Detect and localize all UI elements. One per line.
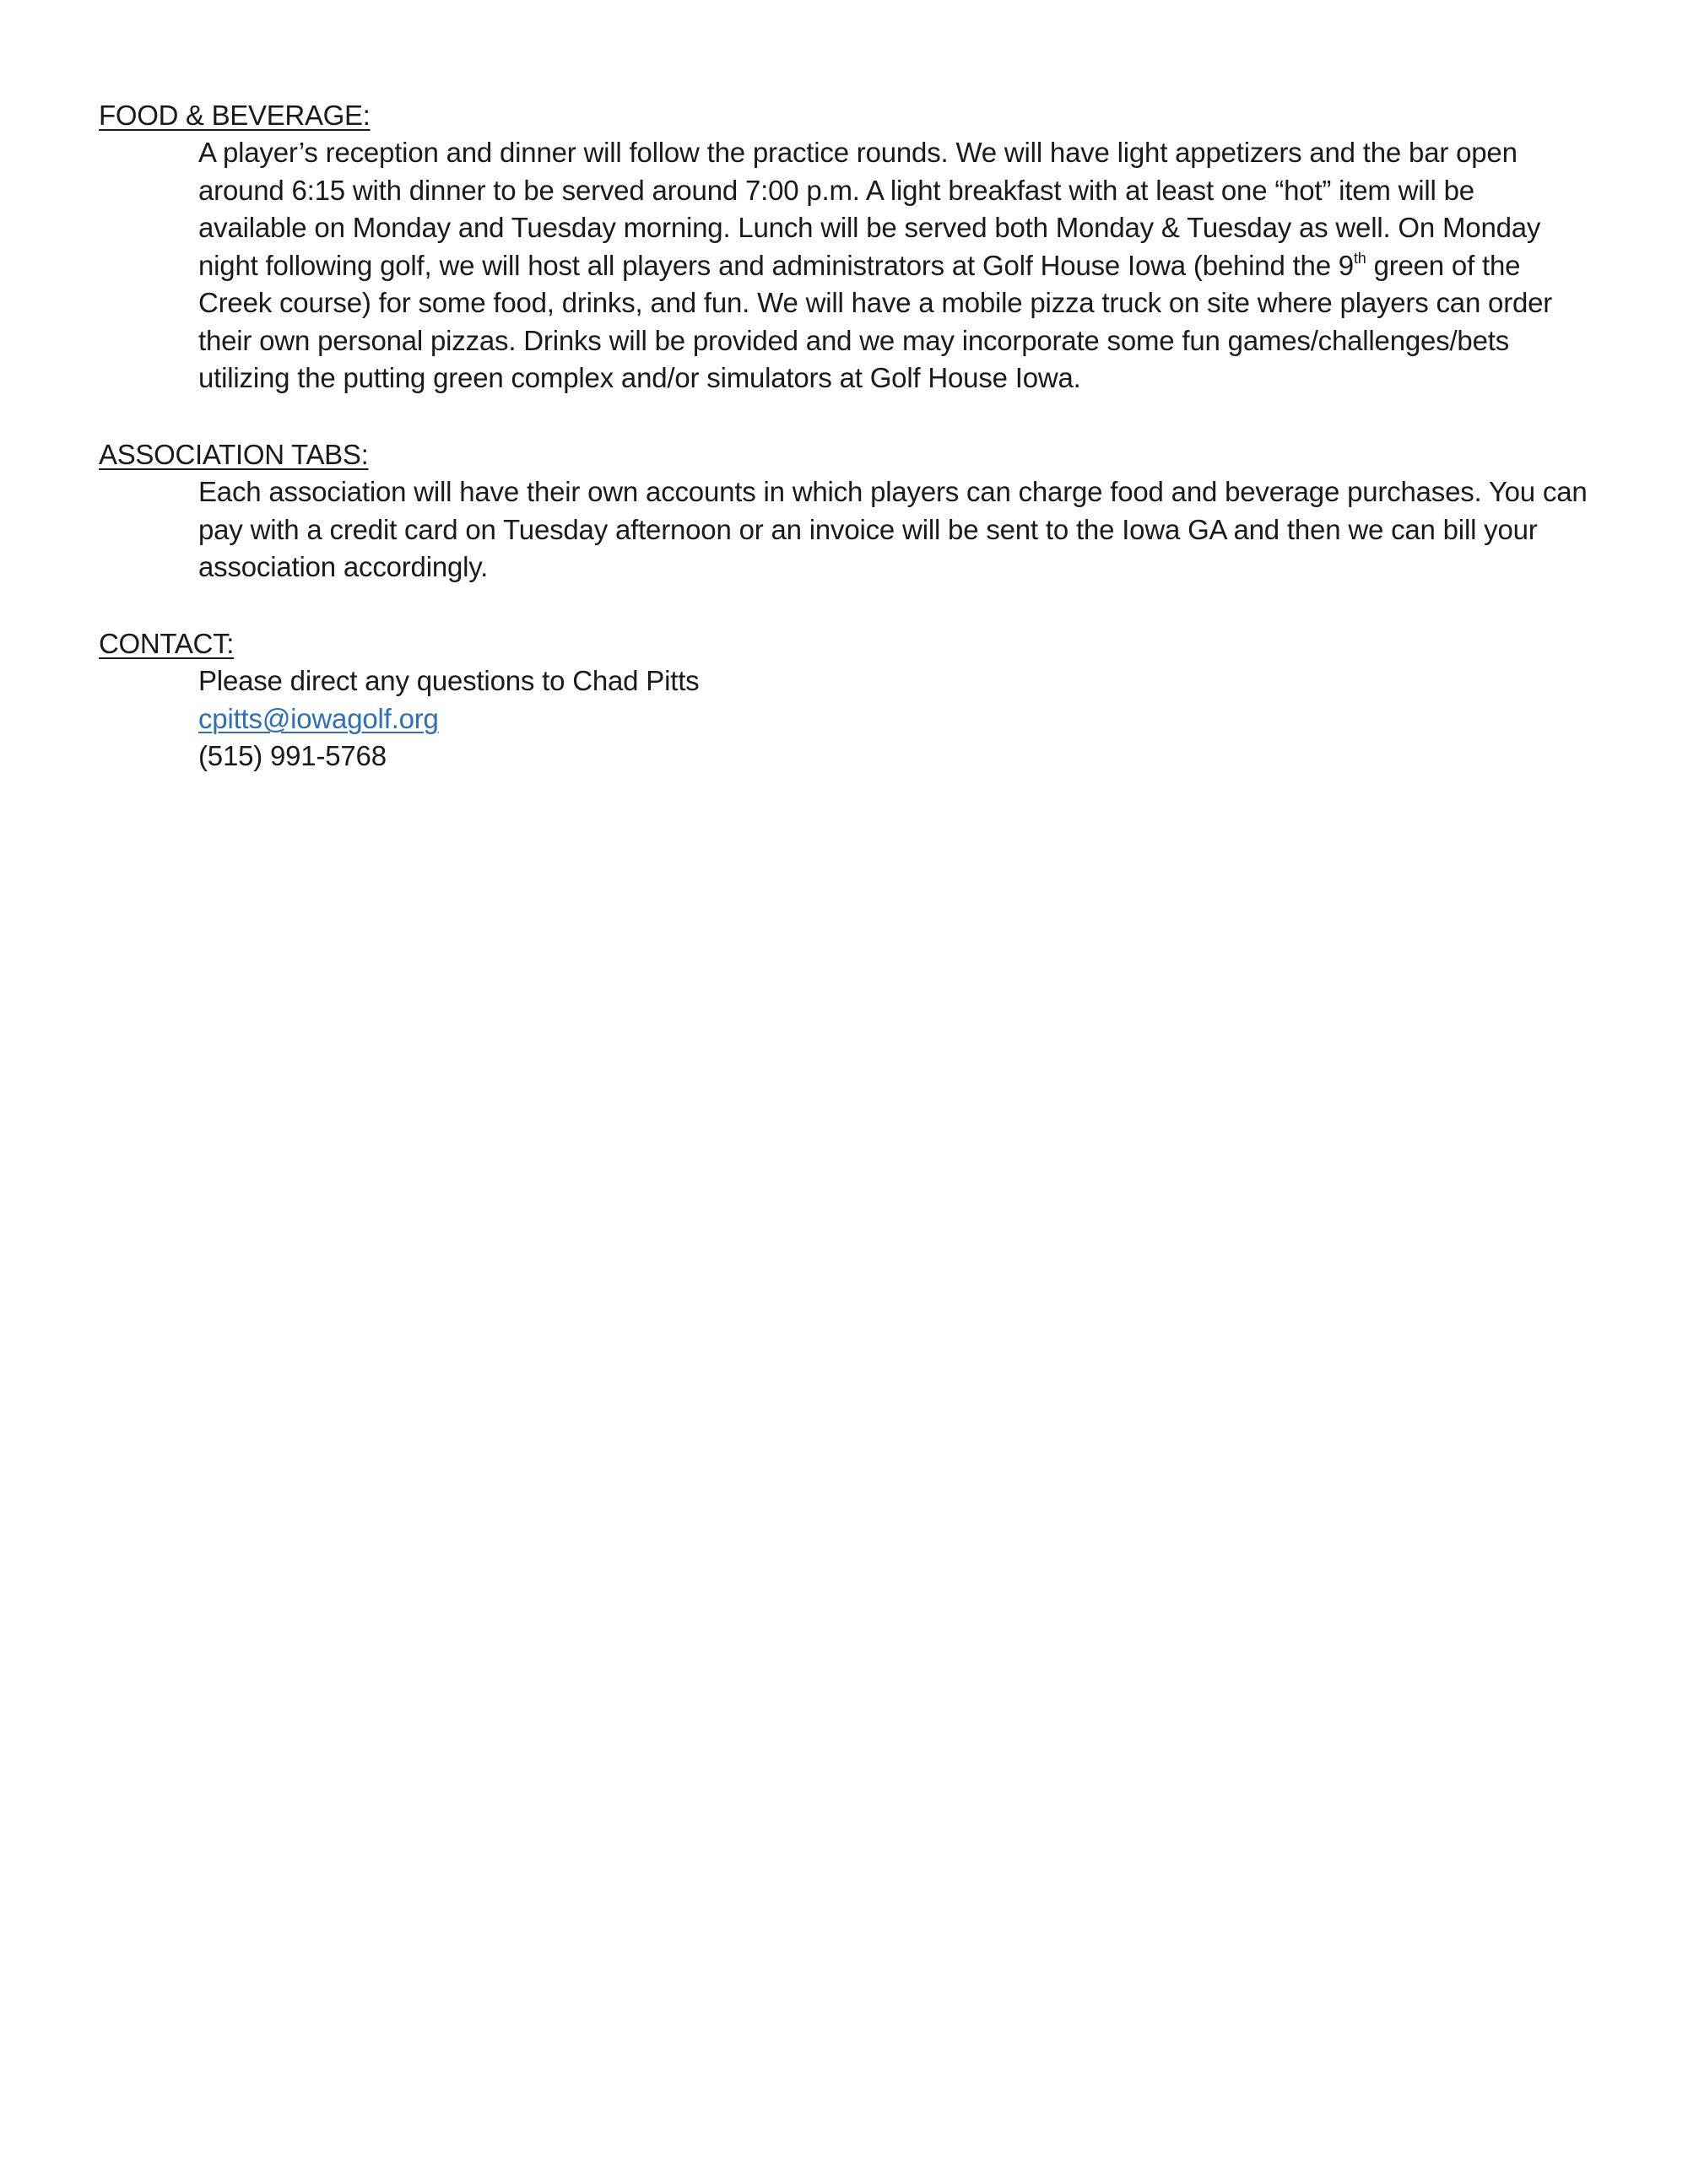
food-beverage-paragraph [198, 134, 1606, 397]
paragraph-line: available on Monday and Tuesday morning. Lunch will be served both Monday & Tuesday as well. On Monday [198, 212, 1541, 243]
association-tabs-section [99, 436, 1601, 587]
paragraph-line: pay with a credit card on Tuesday afternoon or an invoice will be sent to the Iowa GA and then we can bill your [198, 513, 1538, 545]
contact-intro: Please direct any questions to Chad Pitts [198, 665, 700, 696]
contact-heading: CONTACT: [99, 628, 235, 659]
association-tabs-paragraph [198, 473, 1606, 587]
paragraph-line: utilizing the putting green complex and/or simulators at Golf House Iowa. [198, 362, 1081, 393]
paragraph-line-part: night following golf, we will host all players and administrators at Golf House Iowa (behind the 9 [198, 249, 1354, 281]
contact-phone: (515) 991-5768 [198, 740, 387, 771]
paragraph-line: Creek course) for some food, drinks, and fun. We will have a mobile pizza truck on site where players can order [198, 287, 1553, 318]
paragraph-line: association accordingly. [198, 551, 489, 582]
paragraph-line: A player’s reception and dinner will follow the practice rounds. We will have light appetizers and the bar open [198, 137, 1518, 168]
paragraph-line: their own personal pizzas. Drinks will be provided and we may incorporate some fun games/challenges/bets [198, 324, 1510, 356]
ordinal-superscript: th [1353, 249, 1366, 267]
food-beverage-section [99, 97, 1601, 397]
food-beverage-heading: FOOD & BEVERAGE: [99, 100, 371, 131]
paragraph-line [198, 247, 1606, 285]
contact-email-link[interactable]: cpitts@iowagolf.org [198, 702, 439, 734]
contact-details [198, 662, 1606, 776]
contact-section [99, 625, 1601, 776]
paragraph-line: around 6:15 with dinner to be served around 7:00 p.m. A light breakfast with at least one “hot” item will be [198, 174, 1474, 206]
contact-email-line [198, 700, 1606, 738]
paragraph-line-part: green of the [1373, 249, 1521, 281]
association-tabs-heading: ASSOCIATION TABS: [99, 439, 369, 470]
paragraph-line: Each association will have their own accounts in which players can charge food and beverage purchases. You can [198, 476, 1588, 507]
